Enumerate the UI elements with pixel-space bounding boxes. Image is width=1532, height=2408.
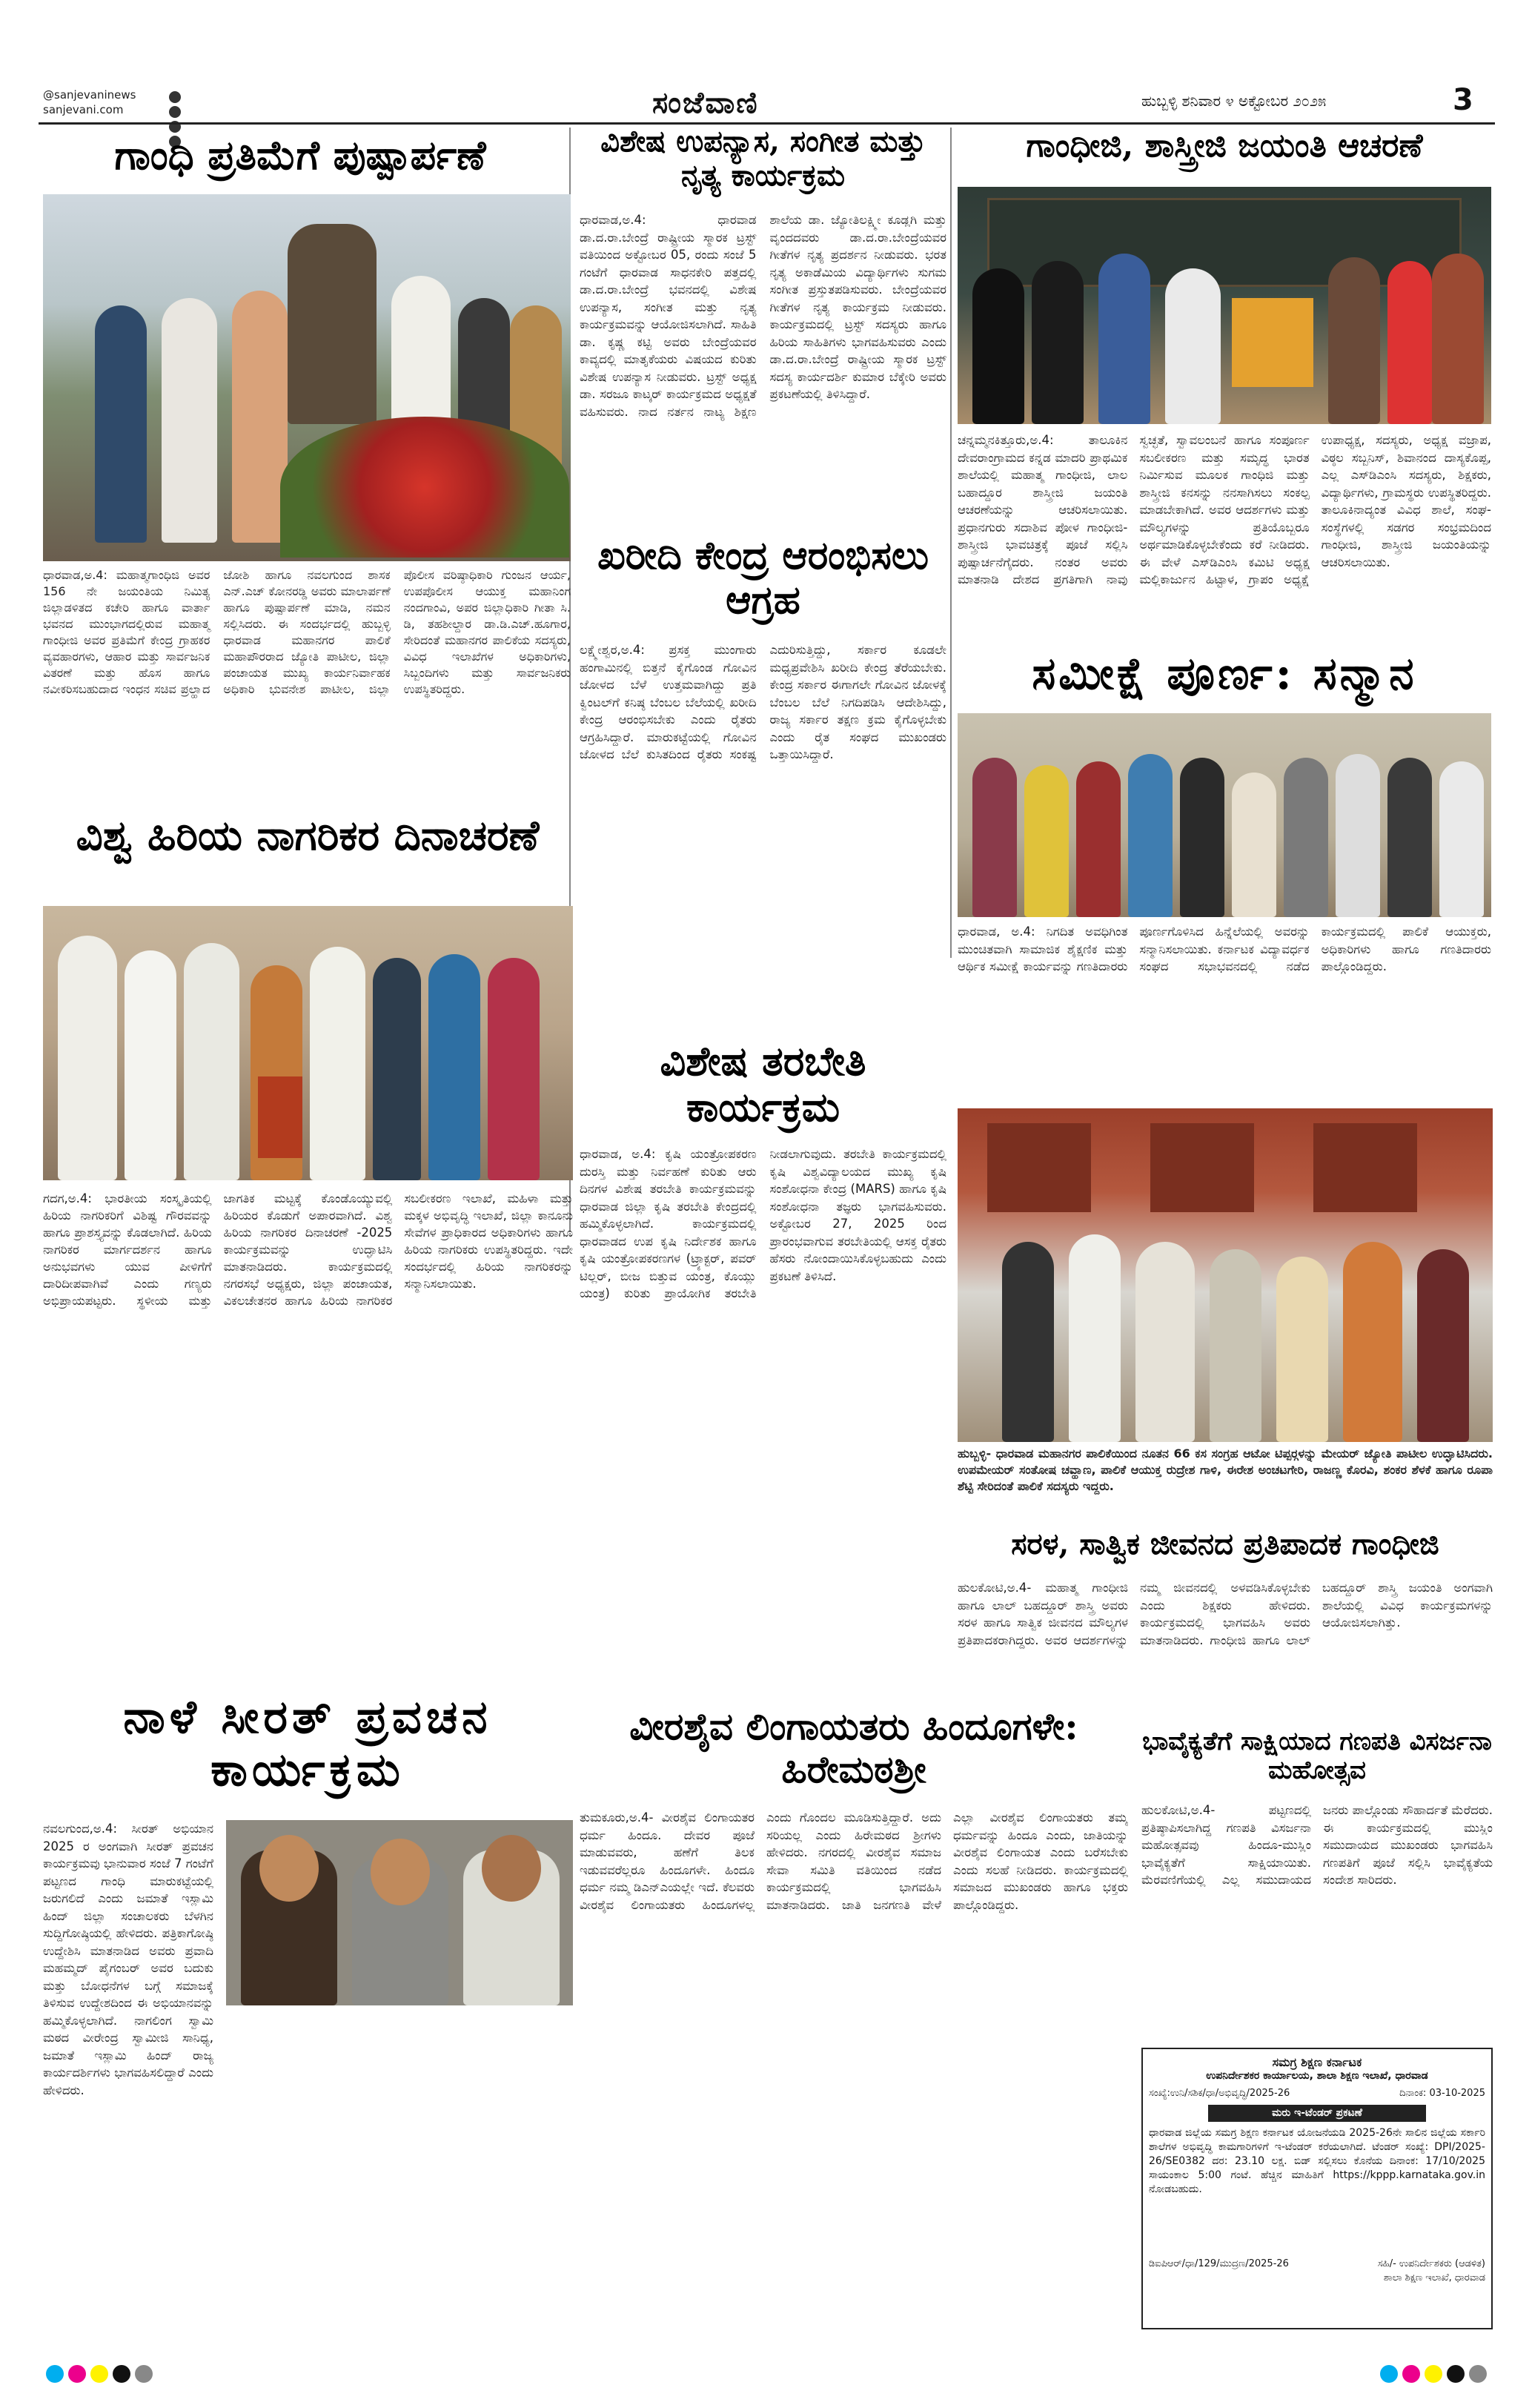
caption-gandhi-statue: ಧಾರವಾಡ,ಅ.4: ಮಹಾತ್ಮಗಾಂಧಿಜಿ ಅವರ 156 ನೇ ಜಯಂತಿಯ ನಿಮಿತ್ಯ ಜಿಲ್ಲಾಡಳಿತದ ಕಚೇರಿ ಹಾಗೂ ವಾರ್ತಾ ಭವನದ ಮುಂಭಾಗದಲ್ಲಿರುವ ಮಹಾತ್ಮ ಗಾಂಧೀಜಿ ಅವರ ಪ್ರತಿಮೆಗೆ ಕೇಂದ್ರ ಗ್ರಾಹಕರ ವ್ಯವಹಾರಗಳು, ಆಹಾರ ಮತ್ತು ಸಾರ್ವಜನಿಕ ವಿತರಣೆ ಮತ್ತು ಹೊಸ ಹಾಗೂ ನವೀಕರಿಸಬಹುದಾದ ಇಂಧನ ಸಚಿವ ಪ್ರಲ್ಹಾದ ಜೋಶಿ ಹಾಗೂ ನವಲಗುಂದ ಶಾಸಕ ಎನ್.ಎಚ್ ಕೋನರಡ್ಡಿ ಅವರು ಮಾಲಾರ್ಪಣೆ ಹಾಗೂ ಪುಷ್ಪಾರ್ಪಣೆ ಮಾಡಿ, ನಮನ ಸಲ್ಲಿಸಿದರು. ಈ ಸಂದರ್ಭದಲ್ಲಿ ಹುಬ್ಬಳ್ಳಿ ಧಾರವಾಡ ಮಹಾನಗರ ಪಾಲಿಕೆ ಮಹಾಪೌರರಾದ ಜ್ಯೋತಿ ಪಾಟೀಲ, ಜಿಲ್ಲಾ ಪಂಚಾಯತ ಮುಖ್ಯ ಕಾರ್ಯನಿರ್ವಾಹಕ ಅಧಿಕಾರಿ ಭುವನೇಶ ಪಾಟೀಲ, ಜಿಲ್ಲಾ ಪೊಲೀಸ ವರಿಷ್ಠಾಧಿಕಾರಿ ಗುಂಜನ ಆರ್ಯ, ಉಪಪೊಲೀಸ ಆಯುಕ್ತ ಮಹಾನಿಂಗ ನಂದಗಾಂವಿ, ಅಪರ ಜಿಲ್ಲಾಧಿಕಾರಿ ಗೀತಾ ಸಿ. ಡಿ, ತಹಶೀಲ್ದಾರ ಡಾ.ಡಿ.ಎಚ್.ಹೂಗಾರ, ಸೇರಿದಂತೆ ಮಹಾನಗರ ಪಾಲಿಕೆಯ ಸದಸ್ಯರು, ವಿವಿಧ ಇಲಾಖೆಗಳ ಅಧಿಕಾರಿಗಳು, ಸಿಬ್ಬಂದಿಗಳು ಮತ್ತು ಸಾರ್ವಜನಿಕರು ಉಪಸ್ಥಿತರಿದ್ದರು. [43,568,571,696]
registration-black [113,2365,130,2383]
headline-gandhi-statue: ಗಾಂಧಿ ಪ್ರತಿಮೆಗೆ ಪುಷ್ಪಾರ್ಪಣೆ [114,131,486,179]
brand-logo [652,86,759,120]
tender-signatory-office: ಶಾಲಾ ಶಿಕ್ಷಣ ಇಲಾಖೆ, ಧಾರವಾಡ [1383,2272,1485,2283]
photo-gandhi-shastri [958,187,1491,424]
page-number: 3 [1453,83,1473,117]
body-senior-citizens: ಗದಗ,ಅ.4: ಭಾರತೀಯ ಸಂಸ್ಕೃತಿಯಲ್ಲಿ ಹಿರಿಯ ನಾಗರಿಕರಿಗೆ ವಿಶಿಷ್ಟ ಗೌರವವನ್ನು ಹಾಗೂ ಪ್ರಾಶಸ್ತ್ಯವನ್ನು ಕೊಡಲಾಗಿದೆ. ಹಿರಿಯ ನಾಗರಿಕರ ಮಾರ್ಗದರ್ಶನ ಹಾಗೂ ಅನುಭವಗಳು ಯುವ ಪೀಳಿಗೆಗೆ ದಾರಿದೀಪವಾಗಿವೆ ಎಂದು ಗಣ್ಯರು ಅಭಿಪ್ರಾಯಪಟ್ಟರು. ಸ್ಥಳೀಯ ಮತ್ತು ಜಾಗತಿಕ ಮಟ್ಟಕ್ಕೆ ಕೊಂಡೊಯ್ಯುವಲ್ಲಿ ಹಿರಿಯರ ಕೊಡುಗೆ ಅಪಾರವಾಗಿದೆ. ವಿಶ್ವ ಹಿರಿಯ ನಾಗರಿಕರ ದಿನಾಚರಣೆ -2025 ಕಾರ್ಯಕ್ರಮವನ್ನು ಉದ್ಘಾಟಿಸಿ ಮಾತನಾಡಿದರು. ಕಾರ್ಯಕ್ರಮದಲ್ಲಿ ನಗರಸಭೆ ಅಧ್ಯಕ್ಷರು, ಜಿಲ್ಲಾ ಪಂಚಾಯತ, ವಿಕಲಚೇತನರ ಹಾಗೂ ಹಿರಿಯ ನಾಗರಿಕರ ಸಬಲೀಕರಣ ಇಲಾಖೆ, ಮಹಿಳಾ ಮತ್ತು ಮಕ್ಕಳ ಅಭಿವೃದ್ಧಿ ಇಲಾಖೆ, ಜಿಲ್ಲಾ ಕಾನೂನು ಸೇವೆಗಳ ಪ್ರಾಧಿಕಾರದ ಅಧಿಕಾರಿಗಳು ಹಾಗೂ ಹಿರಿಯ ನಾಗರಿಕರು ಉಪಸ್ಥಿತರಿದ್ದರು. ಇದೇ ಸಂದರ್ಭದಲ್ಲಿ ಹಿರಿಯ ನಾಗರಿಕರನ್ನು ಸನ್ಮಾನಿಸಲಾಯಿತು. [43,1191,573,1308]
body-review-complete: ಧಾರವಾಡ, ಅ.4: ನಿಗದಿತ ಅವಧಿಗಿಂತ ಮುಂಚಿತವಾಗಿ ಸಾಮಾಜಿಕ ಶೈಕ್ಷಣಿಕ ಮತ್ತು ಆರ್ಥಿಕ ಸಮೀಕ್ಷೆ ಕಾರ್ಯವನ್ನು ಗಣತಿದಾರರು ಪೂರ್ಣಗೊಳಿಸಿದ ಹಿನ್ನೆಲೆಯಲ್ಲಿ ಅವರನ್ನು ಸನ್ಮಾನಿಸಲಾಯಿತು. ಕರ್ನಾಟಕ ವಿದ್ಯಾವರ್ಧಕ ಸಂಘದ ಸಭಾಭವನದಲ್ಲಿ ನಡೆದ ಕಾರ್ಯಕ್ರಮದಲ್ಲಿ ಪಾಲಿಕೆ ಆಯುಕ್ತರು, ಅಧಿಕಾರಿಗಳು ಹಾಗೂ ಗಣತಿದಾರರು ಪಾಲ್ಗೊಂಡಿದ್ದರು. [958,924,1491,973]
registration-cyan [46,2365,64,2383]
headline-seerat: ನಾಳೆ ಸೀರತ್ ಪ್ರವಚನ ಕಾರ್ಯಕ್ರಮ [123,1690,492,1797]
photo-waste-vehicles [958,1108,1493,1442]
tender-office: ಉಪನಿರ್ದೇಶಕರ ಕಾರ್ಯಾಲಯ, ಶಾಲಾ ಶಿಕ್ಷಣ ಇಲಾಖೆ, ಧಾರವಾಡ [1206,2070,1428,2082]
registration-magenta [68,2365,86,2383]
body-veerashaiva: ತುಮಕೂರು,ಅ.4- ವೀರಶೈವ ಲಿಂಗಾಯತರ ಧರ್ಮ ಹಿಂದೂ. ದೇವರ ಪೂಜೆ ಮಾಡುವವರು, ಹಣೆಗೆ ತಿಲಕ ಇಡುವವರೆಲ್ಲರೂ ಹಿಂದೂಗಳೇ. ಹಿಂದೂ ಧರ್ಮ ನಮ್ಮ ಡಿಎನ್‍ಎಯಲ್ಲೇ ಇದೆ. ಕೆಲವರು ವೀರಶೈವ ಲಿಂಗಾಯತರು ಹಿಂದೂಗಳಲ್ಲ ಎಂದು ಗೊಂದಲ ಮೂಡಿಸುತ್ತಿದ್ದಾರೆ. ಅದು ಸರಿಯಲ್ಲ ಎಂದು ಹಿರೇಮಠದ ಶ್ರೀಗಳು ಹೇಳಿದರು. ನಗರದಲ್ಲಿ ವೀರಶೈವ ಸಮಾಜ ಸೇವಾ ಸಮಿತಿ ವತಿಯಿಂದ ನಡೆದ ಕಾರ್ಯಕ್ರಮದಲ್ಲಿ ಭಾಗವಹಿಸಿ ಮಾತನಾಡಿದರು. ಜಾತಿ ಜನಗಣತಿ ವೇಳೆ ಎಲ್ಲಾ ವೀರಶೈವ ಲಿಂಗಾಯತರು ತಮ್ಮ ಧರ್ಮವನ್ನು ಹಿಂದೂ ಎಂದು, ಜಾತಿಯನ್ನು ವೀರಶೈವ ಲಿಂಗಾಯತ ಎಂದು ಬರೆಸಬೇಕು ಎಂದು ಸಲಹೆ ನೀಡಿದರು. ಕಾರ್ಯಕ್ರಮದಲ್ಲಿ ಸಮಾಜದ ಮುಖಂಡರು ಹಾಗೂ ಭಕ್ತರು ಪಾಲ್ಗೊಂಡಿದ್ದರು. [580,1810,1128,1912]
registration-grey [1469,2365,1487,2383]
website[interactable]: sanjevani.com [43,103,124,116]
tender-title: ಮರು ಇ-ಟೆಂಡರ್ ಪ್ರಕಟಣೆ [1208,2105,1426,2122]
photo-senior-citizens [43,906,573,1180]
tender-org: ಸಮಗ್ರ ಶಿಕ್ಷಣ ಕರ್ನಾಟಕ [1272,2055,1362,2069]
headline-veerashaiva: ವೀರಶೈವ ಲಿಂಗಾಯತರು ಹಿಂದೂಗಳೇ: ಹಿರೇಮಠಶ್ರೀ [629,1704,1078,1791]
body-seerat-cont [226,2017,573,2354]
body-special-lecture: ಧಾರವಾಡ,ಅ.4: ಧಾರವಾಡ ಡಾ.ದ.ರಾ.ಬೇಂದ್ರೆ ರಾಷ್ಟ್ರೀಯ ಸ್ಮಾರಕ ಟ್ರಸ್ಟ್ ವತಿಯಿಂದ ಅಕ್ಟೋಬರ 05, ರಂದು ಸಂಜೆ 5 ಗಂಟೆಗೆ ಧಾರವಾಡ ಸಾಧನಕೇರಿ ಪತ್ತದಲ್ಲಿ ಡಾ.ದ.ರಾ.ಬೇಂದ್ರೆ ಭವನದಲ್ಲಿ ವಿಶೇಷ ಉಪನ್ಯಾಸ, ಸಂಗೀತ ಮತ್ತು ನೃತ್ಯ ಕಾರ್ಯಕ್ರಮವನ್ನು ಆಯೋಜಿಸಲಾಗಿದೆ. ಸಾಹಿತಿ ಡಾ. ಕೃಷ್ಣ ಕಟ್ಟಿ ಅವರು ಬೇಂದ್ರೆಯವರ ಕಾವ್ಯದಲ್ಲಿ ಮಾತೃಕೆಯರು ವಿಷಯದ ಕುರಿತು ವಿಶೇಷ ಉಪನ್ಯಾಸ ನೀಡುವರು. ಟ್ರಸ್ಟ್ ಅಧ್ಯಕ್ಷ ಡಾ. ಸರಜೂ ಕಾಟ್ಕರ್ ಕಾರ್ಯಕ್ರಮದ ಅಧ್ಯಕ್ಷತೆ ವಹಿಸುವರು. ನಾದ ನರ್ತನ ನಾಟ್ಯ ಶಿಕ್ಷಣ ಶಾಲೆಯ ಡಾ. ಜ್ಯೋತಿಲಕ್ಷ್ಮೀ ಕೂಡ್ಲಗಿ ಮತ್ತು ವೃಂದದವರು ಡಾ.ದ.ರಾ.ಬೇಂದ್ರೆಯವರ ಗೀತೆಗಳ ನೃತ್ಯ ಪ್ರದರ್ಶನ ನೀಡುವರು. ಭರತ ನೃತ್ಯ ಅಕಾಡೆಮಿಯ ವಿದ್ಯಾರ್ಥಿಗಳು ಸುಗಮ ಸಂಗೀತ ಪ್ರಸ್ತುತಪಡಿಸುವರು. ಬೇಂದ್ರೆಯವರ ಗೀತೆಗಳ ನೃತ್ಯ ಕಾರ್ಯಕ್ರಮ ನೀಡುವರು. ಕಾರ್ಯಕ್ರಮದಲ್ಲಿ ಟ್ರಸ್ಟ್ ಸದಸ್ಯರು ಹಾಗೂ ಹಿರಿಯ ಸಾಹಿತಿಗಳು ಭಾಗವಹಿಸುವರು ಎಂದು ಡಾ.ದ.ರಾ.ಬೇಂದ್ರೆ ರಾಷ್ಟ್ರೀಯ ಸ್ಮಾರಕ ಟ್ರಸ್ಟ್ ಸದಸ್ಯ ಕಾರ್ಯದರ್ಶಿ ಕುಮಾರ ಬೆಕ್ಕೇರಿ ಅವರು ಪ್ರಕಟಣೆಯಲ್ಲಿ ತಿಳಿಸಿದ್ದಾರೆ. [580,213,946,419]
registration-grey [135,2365,153,2383]
registration-yellow [90,2365,108,2383]
tender-date: ದಿನಾಂಕ: 03-10-2025 [1399,2088,1485,2099]
headline-special-training: ವಿಶೇಷ ತರಬೇತಿ ಕಾರ್ಯಕ್ರಮ [660,1037,866,1131]
registration-magenta [1402,2365,1420,2383]
brand-name: ಸಂಜೆವಾಣಿ [652,86,759,120]
statue [288,224,377,424]
masthead-social [43,87,136,117]
registration-yellow [1425,2365,1442,2383]
twitter-icon[interactable] [169,106,181,118]
photo-review-complete [958,713,1491,917]
photo-seerat [226,1820,573,2005]
body-ganapati: ಹುಲಕೋಟಿ,ಅ.4- ಪಟ್ಟಣದಲ್ಲಿ ಪ್ರತಿಷ್ಠಾಪಿಸಲಾಗಿದ್ದ ಗಣಪತಿ ವಿಸರ್ಜನಾ ಮಹೋತ್ಸವವು ಹಿಂದೂ-ಮುಸ್ಲಿಂ ಭಾವೈಕ್ಯತೆಗೆ ಸಾಕ್ಷಿಯಾಯಿತು. ಮೆರವಣಿಗೆಯಲ್ಲಿ ಎಲ್ಲ ಸಮುದಾಯದ ಜನರು ಪಾಲ್ಗೊಂಡು ಸೌಹಾರ್ದತೆ ಮೆರೆದರು. ಈ ಕಾರ್ಯಕ್ರಮದಲ್ಲಿ ಮುಸ್ಲಿಂ ಸಮುದಾಯದ ಮುಖಂಡರು ಭಾಗವಹಿಸಿ ಗಣಪತಿಗೆ ಪೂಜೆ ಸಲ್ಲಿಸಿ ಭಾವೈಕ್ಯತೆಯ ಸಂದೇಶ ಸಾರಿದರು. [1141,1803,1493,1887]
facebook-icon[interactable] [169,91,181,103]
headline-simple-life: ಸರಳ, ಸಾತ್ವಿಕ ಜೀವನದ ಪ್ರತಿಪಾದಕ ಗಾಂಧೀಜಿ [1011,1526,1439,1561]
headline-special-lecture: ವಿಶೇಷ ಉಪನ್ಯಾಸ, ಸಂಗೀತ ಮತ್ತು ನೃತ್ಯ ಕಾರ್ಯಕ್ರಮ [600,124,926,193]
tender-body: ಧಾರವಾಡ ಜಿಲ್ಲೆಯ ಸಮಗ್ರ ಶಿಕ್ಷಣ ಕರ್ನಾಟಕ ಯೋಜನೆಯಡಿ 2025-26ನೇ ಸಾಲಿನ ಜಿಲ್ಲೆಯ ಸರ್ಕಾರಿ ಶಾಲೆಗಳ ಅಭಿವೃದ್ಧಿ ಕಾಮಗಾರಿಗಳಿಗೆ ಇ-ಟೆಂಡರ್ ಕರೆಯಲಾಗಿದೆ. ಟೆಂಡರ್ ಸಂಖ್ಯೆ: DPI/2025-26/SE0382 ದರ: 23.10 ಲಕ್ಷ. ಬಿಡ್ ಸಲ್ಲಿಸಲು ಕೊನೆಯ ದಿನಾಂಕ: 17/10/2025 ಸಾಯಂಕಾಲ 5:00 ಗಂಟೆ. ಹೆಚ್ಚಿನ ಮಾಹಿತಿಗೆ https://kppp.karnataka.gov.in ನೋಡಬಹುದು. [1149,2127,1485,2195]
tender-ref: ಸಂಖ್ಯೆ:ಉನಿ/ಸಶಿಕ/ಧಾ/ಅಭಿವೃದ್ಧಿ/2025-26 [1149,2088,1290,2099]
body-seerat: ನವಲಗುಂದ,ಅ.4: ಸೀರತ್ ಅಭಿಯಾನ 2025 ರ ಅಂಗವಾಗಿ ಸೀರತ್ ಪ್ರವಚನ ಕಾರ್ಯಕ್ರಮವು ಭಾನುವಾರ ಸಂಜೆ 7 ಗಂಟೆಗೆ ಪಟ್ಟಣದ ಗಾಂಧಿ ಮಾರುಕಟ್ಟೆಯಲ್ಲಿ ಜರುಗಲಿದೆ ಎಂದು ಜಮಾತೆ ಇಸ್ಲಾಮಿ ಹಿಂದ್ ಜಿಲ್ಲಾ ಸಂಚಾಲಕರು ಬೆಳಗಿನ ಸುದ್ದಿಗೋಷ್ಠಿಯಲ್ಲಿ ಹೇಳಿದರು. ಪತ್ರಿಕಾಗೋಷ್ಠಿ ಉದ್ದೇಶಿಸಿ ಮಾತನಾಡಿದ ಅವರು ಪ್ರವಾದಿ ಮಹಮ್ಮದ್ ಪೈಗಂಬರ್ ಅವರ ಬದುಕು ಮತ್ತು ಬೋಧನೆಗಳ ಬಗ್ಗೆ ಸಮಾಜಕ್ಕೆ ತಿಳಿಸುವ ಉದ್ದೇಶದಿಂದ ಈ ಅಭಿಯಾನವನ್ನು ಹಮ್ಮಿಕೊಳ್ಳಲಾಗಿದೆ. ನಾಗಲಿಂಗ ಸ್ವಾಮಿ ಮಠದ ವೀರೇಂದ್ರ ಸ್ವಾಮೀಜಿ ಸಾನಿಧ್ಯ, ಜಮಾತೆ ಇಸ್ಲಾಮಿ ಹಿಂದ್ ರಾಜ್ಯ ಕಾರ್ಯದರ್ಶಿಗಳು ಭಾಗವಹಿಸಲಿದ್ದಾರೆ ಎಂದು ಹೇಳಿದರು. [43,1822,213,2097]
dateline: ಹುಬ್ಬಳ್ಳಿ ಶನಿವಾರ ೪ ಅಕ್ಟೋಬರ ೨೦೨೫ [1141,92,1327,110]
photo-gandhi-statue [43,194,571,561]
headline-gandhi-shastri: ಗಾಂಧೀಜಿ, ಶಾಸ್ತ್ರೀಜಿ ಜಯಂತಿ ಆಚರಣೆ [1026,127,1423,165]
social-handle: @sanjevaninews [43,88,136,102]
body-gandhi-shastri: ಚನ್ನಮ್ಮನಕಿತ್ತೂರು,ಅ.4: ತಾಲೂಕಿನ ದೇವರಾಂಗ್ರಾಮದ ಕನ್ನಡ ಮಾದರಿ ಪ್ರಾಥಮಿಕ ಶಾಲೆಯಲ್ಲಿ ಮಹಾತ್ಮ ಗಾಂಧೀಜಿ, ಲಾಲ ಬಹಾದ್ದೂರ ಶಾಸ್ತ್ರೀಜಿ ಜಯಂತಿ ಆಚರಣೆಯನ್ನು ಆಚರಿಸಲಾಯಿತು. ಪ್ರಧಾನಗುರು ಸದಾಶಿವ ಪೋಳ ಗಾಂಧೀಜಿ-ಶಾಸ್ತ್ರೀಜಿ ಭಾವಚಿತ್ರಕ್ಕೆ ಪೂಜೆ ಸಲ್ಲಿಸಿ ಪುಷ್ಪಾರ್ಚನೆಗೈದರು. ನಂತರ ಅವರು ಮಾತನಾಡಿ ದೇಶದ ಪ್ರಗತಿಗಾಗಿ ನಾವು ಸ್ವಚ್ಛತೆ, ಸ್ವಾವಲಂಬನೆ ಹಾಗೂ ಸಂಪೂರ್ಣ ಸಬಲೀಕರಣ ಮತ್ತು ಸಮೃದ್ಧ ಭಾರತ ನಿರ್ಮಿಸುವ ಮೂಲಕ ಗಾಂಧಿಜಿ ಮತ್ತು ಶಾಸ್ತ್ರೀಜಿ ಕನಸನ್ನು ನನಸಾಗಿಸಲು ಸಂಕಲ್ಪ ಮಾಡಬೇಕಾಗಿದೆ. ಅವರ ಆದರ್ಶಗಳು ಮತ್ತು ಮೌಲ್ಯಗಳನ್ನು ಪ್ರತಿಯೊಬ್ಬರೂ ಅರ್ಥಮಾಡಿಕೊಳ್ಳಬೇಕೆಂದು ಕರೆ ನೀಡಿದರು. ಈ ವೇಳೆ ಎಸ್‍ಡಿಎಂಸಿ ಕಮಿಟಿ ಅಧ್ಯಕ್ಷ ಮಲ್ಲಿಕಾರ್ಜುನ ಹಿಟ್ಟಾಳ, ಗ್ರಾಪಂ ಅಧ್ಯಕ್ಷೆ ಉಪಾಧ್ಯಕ್ಷ, ಸದಸ್ಯರು, ಅಧ್ಯಕ್ಷ ವಜ್ರಾಪ, ವಿಠ್ಠಲ ಸಬ್ಬನಿಸ್, ಶಿವಾನಂದ ದಾಸ್ಯಕೊಪ್ಪ, ಎಲ್ಲ ಎಸ್‍ಡಿಎಂಸಿ ಸದಸ್ಯರು, ಶಿಕ್ಷಕರು, ವಿದ್ಯಾರ್ಥಿಗಳು, ಗ್ರಾಮಸ್ಥರು ಉಪಸ್ಥಿತರಿದ್ದರು. ತಾಲೂಕಿನಾದ್ಯಂತ ವಿವಿಧ ಶಾಲೆ, ಸಂಘ-ಸಂಸ್ಥೆಗಳಲ್ಲಿ ಸಡಗರ ಸಂಭ್ರಮದಿಂದ ಗಾಂಧೀಜಿ, ಶಾಸ್ತ್ರೀಜಿ ಜಯಂತಿಯನ್ನು ಆಚರಿಸಲಾಯಿತು. [958,433,1491,586]
tender-signatory: ಸಹಿ/- ಉಪನಿರ್ದೇಶಕರು (ಆಡಳಿತ) [1377,2258,1485,2269]
registration-cyan [1380,2365,1398,2383]
column-rule [950,128,952,958]
headline-senior-citizens: ವಿಶ್ವ ಹಿರಿಯ ನಾಗರಿಕರ ದಿನಾಚರಣೆ [76,811,540,860]
body-simple-life: ಹುಲಕೋಟಿ,ಅ.4- ಮಹಾತ್ಮ ಗಾಂಧೀಜಿ ಹಾಗೂ ಲಾಲ್ ಬಹದ್ದೂರ್ ಶಾಸ್ತ್ರಿ ಅವರು ಸರಳ ಹಾಗೂ ಸಾತ್ವಿಕ ಜೀವನದ ಮೌಲ್ಯಗಳ ಪ್ರತಿಪಾದಕರಾಗಿದ್ದರು. ಅವರ ಆದರ್ಶಗಳನ್ನು ನಮ್ಮ ಜೀವನದಲ್ಲಿ ಅಳವಡಿಸಿಕೊಳ್ಳಬೇಕು ಎಂದು ಶಿಕ್ಷಕರು ಹೇಳಿದರು. ಕಾರ್ಯಕ್ರಮದಲ್ಲಿ ಭಾಗವಹಿಸಿ ಅವರು ಮಾತನಾಡಿದರು. ಗಾಂಧೀಜಿ ಹಾಗೂ ಲಾಲ್ ಬಹದ್ದೂರ್ ಶಾಸ್ತ್ರಿ ಜಯಂತಿ ಅಂಗವಾಗಿ ಶಾಲೆಯಲ್ಲಿ ವಿವಿಧ ಕಾರ್ಯಕ್ರಮಗಳನ್ನು ಆಯೋಜಿಸಲಾಗಿತ್ತು. [958,1581,1493,1647]
tender-notice [1141,2048,1493,2329]
body-purchase-center: ಲಕ್ಷ್ಮೇಶ್ವರ,ಅ.4: ಪ್ರಸಕ್ತ ಮುಂಗಾರು ಹಂಗಾಮಿನಲ್ಲಿ ಬಿತ್ತನೆ ಕೈಗೊಂಡ ಗೋವಿನ ಜೋಳದ ಬೆಳೆ ಉತ್ತಮವಾಗಿದ್ದು ಪ್ರತಿ ಕ್ವಿಂಟಲ್‍ಗೆ ಕನಿಷ್ಠ ಬೆಂಬಲ ಬೆಲೆಯಲ್ಲಿ ಖರೀದಿ ಕೇಂದ್ರ ಆರಂಭಿಸಬೇಕು ಎಂದು ರೈತರು ಆಗ್ರಹಿಸಿದ್ದಾರೆ. ಮಾರುಕಟ್ಟೆಯಲ್ಲಿ ಗೋವಿನ ಜೋಳದ ಬೆಲೆ ಕುಸಿತದಿಂದ ರೈತರು ಸಂಕಷ್ಟ ಎದುರಿಸುತ್ತಿದ್ದು, ಸರ್ಕಾರ ಕೂಡಲೇ ಮಧ್ಯಪ್ರವೇಶಿಸಿ ಖರೀದಿ ಕೇಂದ್ರ ತೆರೆಯಬೇಕು. ಕೇಂದ್ರ ಸರ್ಕಾರ ಈಗಾಗಲೇ ಗೋವಿನ ಜೋಳಕ್ಕೆ ಬೆಂಬಲ ಬೆಲೆ ನಿಗದಿಪಡಿಸಿ ಆದೇಶಿಸಿದ್ದು, ರಾಜ್ಯ ಸರ್ಕಾರ ತಕ್ಷಣ ಕ್ರಮ ಕೈಗೊಳ್ಳಬೇಕು ಎಂದು ರೈತ ಸಂಘದ ಮುಖಂಡರು ಒತ್ತಾಯಿಸಿದ್ದಾರೆ. [580,643,946,761]
caption-waste-vehicles: ಹುಬ್ಬಳ್ಳಿ- ಧಾರವಾಡ ಮಹಾನಗರ ಪಾಲಿಕೆಯಿಂದ ನೂತನ 66 ಕಸ ಸಂಗ್ರಹ ಆಟೋ ಟಿಪ್ಪರ್‍ಗಳನ್ನು ಮೇಯರ್ ಜ್ಯೋತಿ ಪಾಟೀಲ ಉದ್ಘಾಟಿಸಿದರು. ಉಪಮೇಯರ್ ಸಂತೋಷ ಚವ್ಹಾಣ, ಪಾಲಿಕೆ ಆಯುಕ್ತ ರುದ್ರೇಶ ಗಾಳಿ, ಈರೇಶ ಅಂಚಟಗೇರಿ, ರಾಜಣ್ಣ ಕೊರವಿ, ಶಂಕರ ಶೆಳಕೆ ಹಾಗೂ ರೂಪಾ ಶೆಟ್ಟಿ ಸೇರಿದಂತೆ ಪಾಲಿಕೆ ಸದಸ್ಯರು ಇದ್ದರು. [958,1446,1493,1493]
headline-review-complete: ಸಮೀಕ್ಷೆ ಪೂರ್ಣ: ಸನ್ಮಾನ [1032,648,1417,700]
tender-code: ಡಿಐಪಿಆರ್/ಧಾ/129/ಮುದ್ರಣ/2025-26 [1149,2258,1289,2269]
registration-black [1447,2365,1465,2383]
body-special-training: ಧಾರವಾಡ, ಅ.4: ಕೃಷಿ ಯಂತ್ರೋಪಕರಣ ದುರಸ್ತಿ ಮತ್ತು ನಿರ್ವಹಣೆ ಕುರಿತು ಆರು ದಿನಗಳ ವಿಶೇಷ ತರಬೇತಿ ಕಾರ್ಯಕ್ರಮವನ್ನು ಧಾರವಾಡ ಜಿಲ್ಲಾ ಕೃಷಿ ತರಬೇತಿ ಕೇಂದ್ರದಲ್ಲಿ ಹಮ್ಮಿಕೊಳ್ಳಲಾಗಿದೆ. ಕಾರ್ಯಕ್ರಮದಲ್ಲಿ ಧಾರವಾಡದ ಉಪ ಕೃಷಿ ನಿರ್ದೇಶಕ ಹಾಗೂ ಕೃಷಿ ಯಂತ್ರೋಪಕರಣಗಳ (ಟ್ರ್ಯಾಕ್ಟರ್, ಪವರ್ ಟಿಲ್ಲರ್, ಬೀಜ ಬಿತ್ತುವ ಯಂತ್ರ, ಕೊಯ್ಲು ಯಂತ್ರ) ಕುರಿತು ಪ್ರಾಯೋಗಿಕ ತರಬೇತಿ ನೀಡಲಾಗುವುದು. ತರಬೇತಿ ಕಾರ್ಯಕ್ರಮದಲ್ಲಿ ಕೃಷಿ ವಿಶ್ವವಿದ್ಯಾಲಯದ ಮುಖ್ಯ ಕೃಷಿ ಸಂಶೋಧನಾ ಕೇಂದ್ರ (MARS) ಹಾಗೂ ಕೃಷಿ ಸಂಶೋಧನಾ ತಜ್ಞರು ಭಾಗವಹಿಸುವರು. ಅಕ್ಟೋಬರ 27, 2025 ರಿಂದ ಪ್ರಾರಂಭವಾಗುವ ತರಬೇತಿಯಲ್ಲಿ ಆಸಕ್ತ ರೈತರು ಹೆಸರು ನೋಂದಾಯಿಸಿಕೊಳ್ಳಬಹುದು ಎಂದು ಪ್ರಕಟಣೆ ತಿಳಿಸಿದೆ. [580,1147,946,1300]
headline-ganapati: ಭಾವೈಕ್ಯತೆಗೆ ಸಾಕ್ಷಿಯಾದ ಗಣಪತಿ ವಿಸರ್ಜನಾ ಮಹೋತ್ಸವ [1142,1727,1492,1786]
headline-purchase-center: ಖರೀದಿ ಕೇಂದ್ರ ಆರಂಭಿಸಲು ಆಗ್ರಹ [597,533,929,623]
